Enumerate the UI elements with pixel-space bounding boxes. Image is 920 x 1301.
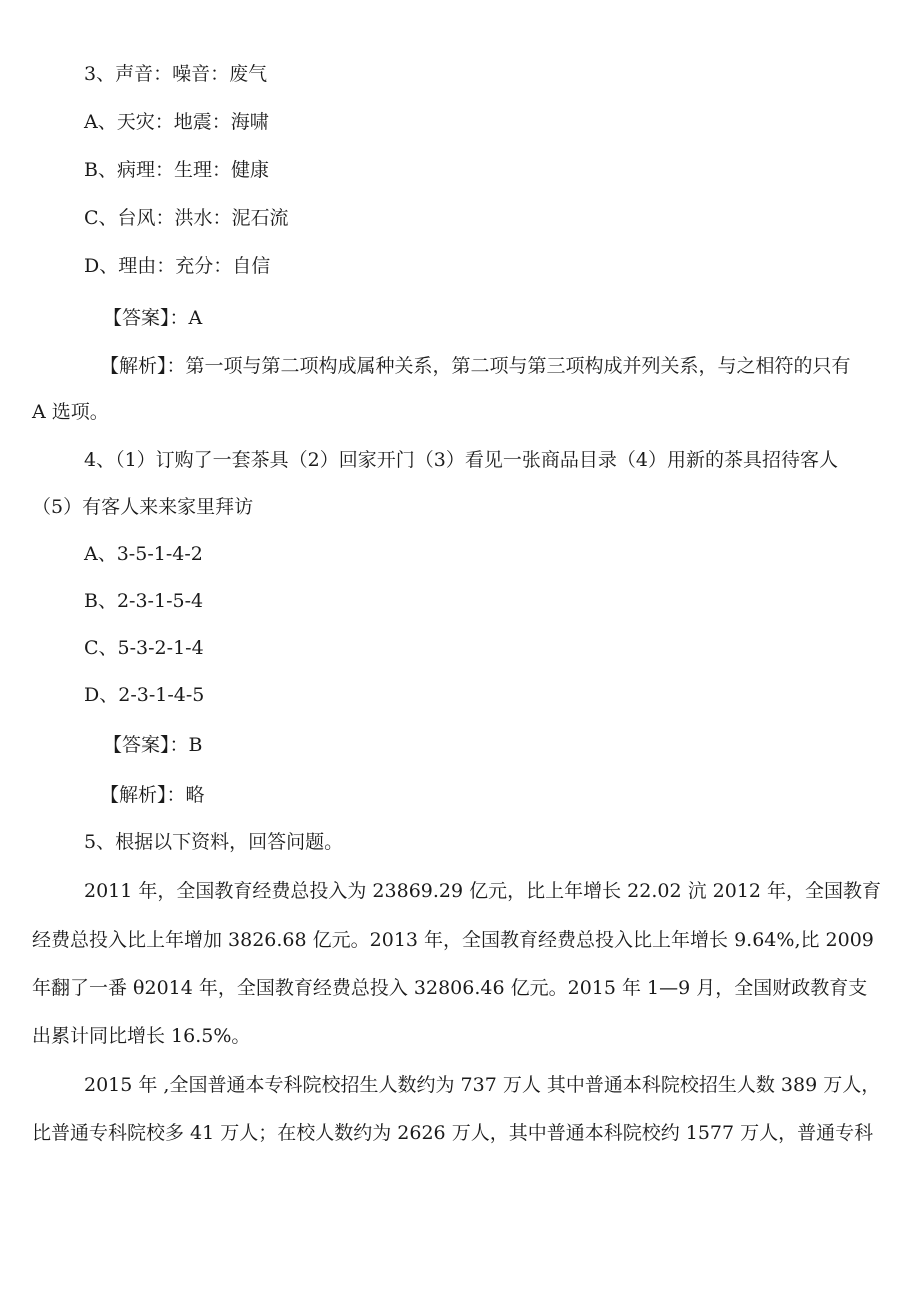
q3-stem: 3、声音：噪音：废气 [84,63,268,85]
q5-para1-line2: 经费总投入比上年增加 3826.68 亿元。2013 年，全国教育经费总投入比上年增长 9.64%,比 2009 [32,929,874,951]
q5-para1-line4: 出累计同比增长 16.5%。 [32,1025,251,1047]
q3-analysis-cont: A 选项。 [32,401,109,423]
q3-analysis: 【解析】：第一项与第二项构成属种关系，第二项与第三项构成并列关系，与之相符的只有 [100,355,851,377]
q4-option-d: D、2-3-1-4-5 [84,684,205,706]
q5-para1-line3: 年翻了一番 θ2014 年，全国教育经费总投入 32806.46 亿元。2015 年 1—9 月，全国财政教育支 [32,977,868,999]
q4-answer: 【答案】：B [103,734,203,756]
q4-stem-cont: （5）有客人来来家里拜访 [32,496,254,518]
q3-answer: 【答案】：A [103,307,203,329]
q5-para2-line1: 2015 年 ,全国普通本专科院校招生人数约为 737 万人 其中普通本科院校招生人数 389 万人， [84,1074,881,1096]
q4-stem: 4、（1）订购了一套茶具（2）回家开门（3）看见一张商品目录（4）用新的茶具招待客人 [84,449,838,471]
q3-option-d: D、理由：充分：自信 [84,255,271,277]
q3-option-a: A、天灾：地震：海啸 [84,111,269,133]
q5-para2-line2: 比普通专科院校多 41 万人；在校人数约为 2626 万人，其中普通本科院校约 1577 万人，普通专科 [32,1122,874,1144]
q5-para1-line1: 2011 年，全国教育经费总投入为 23869.29 亿元，比上年增长 22.02 沆 2012 年，全国教育 [84,880,882,902]
q4-option-b: B、2-3-1-5-4 [84,590,204,612]
q3-option-c: C、台风：洪水：泥石流 [84,207,289,229]
q3-option-b: B、病理：生理：健康 [84,159,269,181]
q5-stem: 5、根据以下资料，回答问题。 [84,831,344,853]
q4-analysis: 【解析】：略 [100,784,205,806]
q4-option-a: A、3-5-1-4-2 [84,543,203,565]
q4-option-c: C、5-3-2-1-4 [84,637,204,659]
